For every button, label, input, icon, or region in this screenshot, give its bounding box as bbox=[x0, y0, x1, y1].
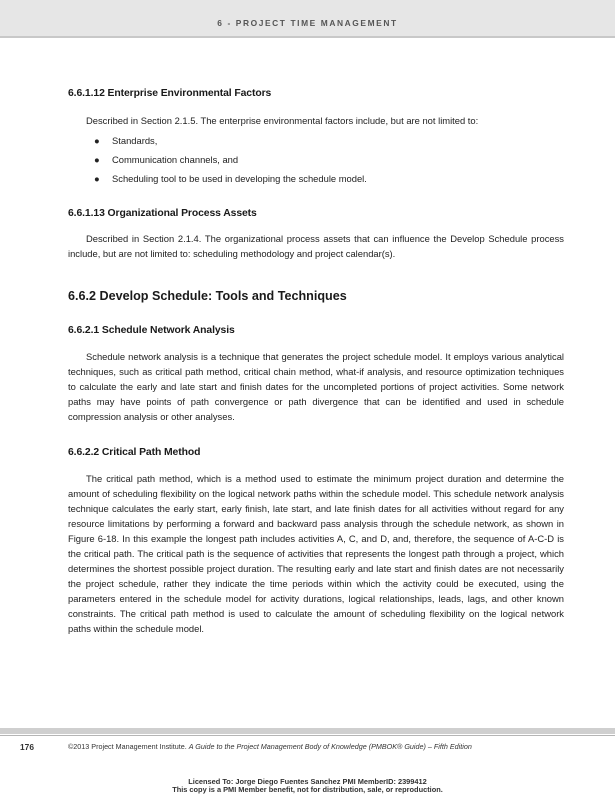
bullet-text: Communication channels, and bbox=[112, 154, 239, 165]
heading-enterprise-environmental-factors: 6.6.1.12 Enterprise Environmental Factors bbox=[68, 88, 272, 99]
footer-rule bbox=[0, 728, 615, 734]
eef-intro: Described in Section 2.1.5. The enterprise environmental factors include, but are not limited to: bbox=[86, 115, 479, 126]
copyright-prefix: ©2013 Project Management Institute. bbox=[68, 742, 189, 751]
cpm-body: The critical path method, which is a method used to estimate the minimum project duration and determine the amount of scheduling flexibility on the logical network paths within the schedule model. This schedule network analysis technique calculates the early start, early finish, late start, and late finish dates for all activities without regard for any resource limitations by performing a forward and backward pass analysis through the schedule network, as shown in Figure 6-18. In this example the longest path includes activities A, C, and D, and, therefore, the sequence of A-C-D is the critical path. The critical path is the sequence of activities that represents the longest path through a project, which determines the shortest possible project duration. The resulting early and late start and finish dates are not necessarily the project schedule, rather they indicate the time periods within which the activity could be executed, using the parameters entered in the schedule model for activity durations, logical relationships, leads, lags, and other known constraints. The critical path method is used to calculate the amount of scheduling flexibility on the logical network paths within the schedule model. bbox=[68, 473, 564, 634]
bullet-icon: ● bbox=[94, 154, 100, 165]
bullet-icon: ● bbox=[94, 173, 100, 184]
list-item bbox=[94, 169, 367, 188]
heading-develop-schedule-tools: 6.6.2 Develop Schedule: Tools and Techniques bbox=[68, 289, 347, 303]
heading-critical-path-method: 6.6.2.2 Critical Path Method bbox=[68, 447, 201, 458]
book-title: A Guide to the Project Management Body of Knowledge (PMBOK® Guide) – Fifth Edition bbox=[188, 742, 472, 751]
license-line-2: This copy is a PMI Member benefit, not for distribution, sale, or reproduction. bbox=[172, 785, 443, 794]
list-item bbox=[94, 150, 367, 169]
list-item bbox=[94, 131, 367, 150]
footer-rule-thin bbox=[0, 735, 615, 736]
license-line-1: Licensed To: Jorge Diego Fuentes Sanchez PMI MemberID: 2399412 bbox=[188, 777, 427, 786]
eef-bullet-list bbox=[94, 131, 367, 188]
page-number: 176 bbox=[20, 742, 34, 752]
chapter-title: 6 - PROJECT TIME MANAGEMENT bbox=[217, 18, 398, 28]
bullet-icon: ● bbox=[94, 135, 100, 146]
bullet-text: Scheduling tool to be used in developing the schedule model. bbox=[112, 173, 367, 184]
opa-body: Described in Section 2.1.4. The organizational process assets that can influence the Develop Schedule process include, but are not limited to: scheduling methodology and project calendar(s). bbox=[68, 233, 564, 259]
bullet-text: Standards, bbox=[112, 135, 158, 146]
running-header bbox=[0, 0, 615, 38]
copyright-line bbox=[68, 742, 472, 751]
heading-organizational-process-assets: 6.6.1.13 Organizational Process Assets bbox=[68, 208, 257, 219]
sna-body: Schedule network analysis is a technique that generates the project schedule model. It employs various analytical techniques, such as critical path method, critical chain method, what-if analysis, and resource optimization techniques to calculate the early and late start and finish dates for the uncompleted portions of project activities. Some network paths may have points of path convergence or path divergence that can be identified and used in schedule compression analysis or other analyses. bbox=[68, 351, 564, 422]
heading-schedule-network-analysis: 6.6.2.1 Schedule Network Analysis bbox=[68, 325, 235, 336]
